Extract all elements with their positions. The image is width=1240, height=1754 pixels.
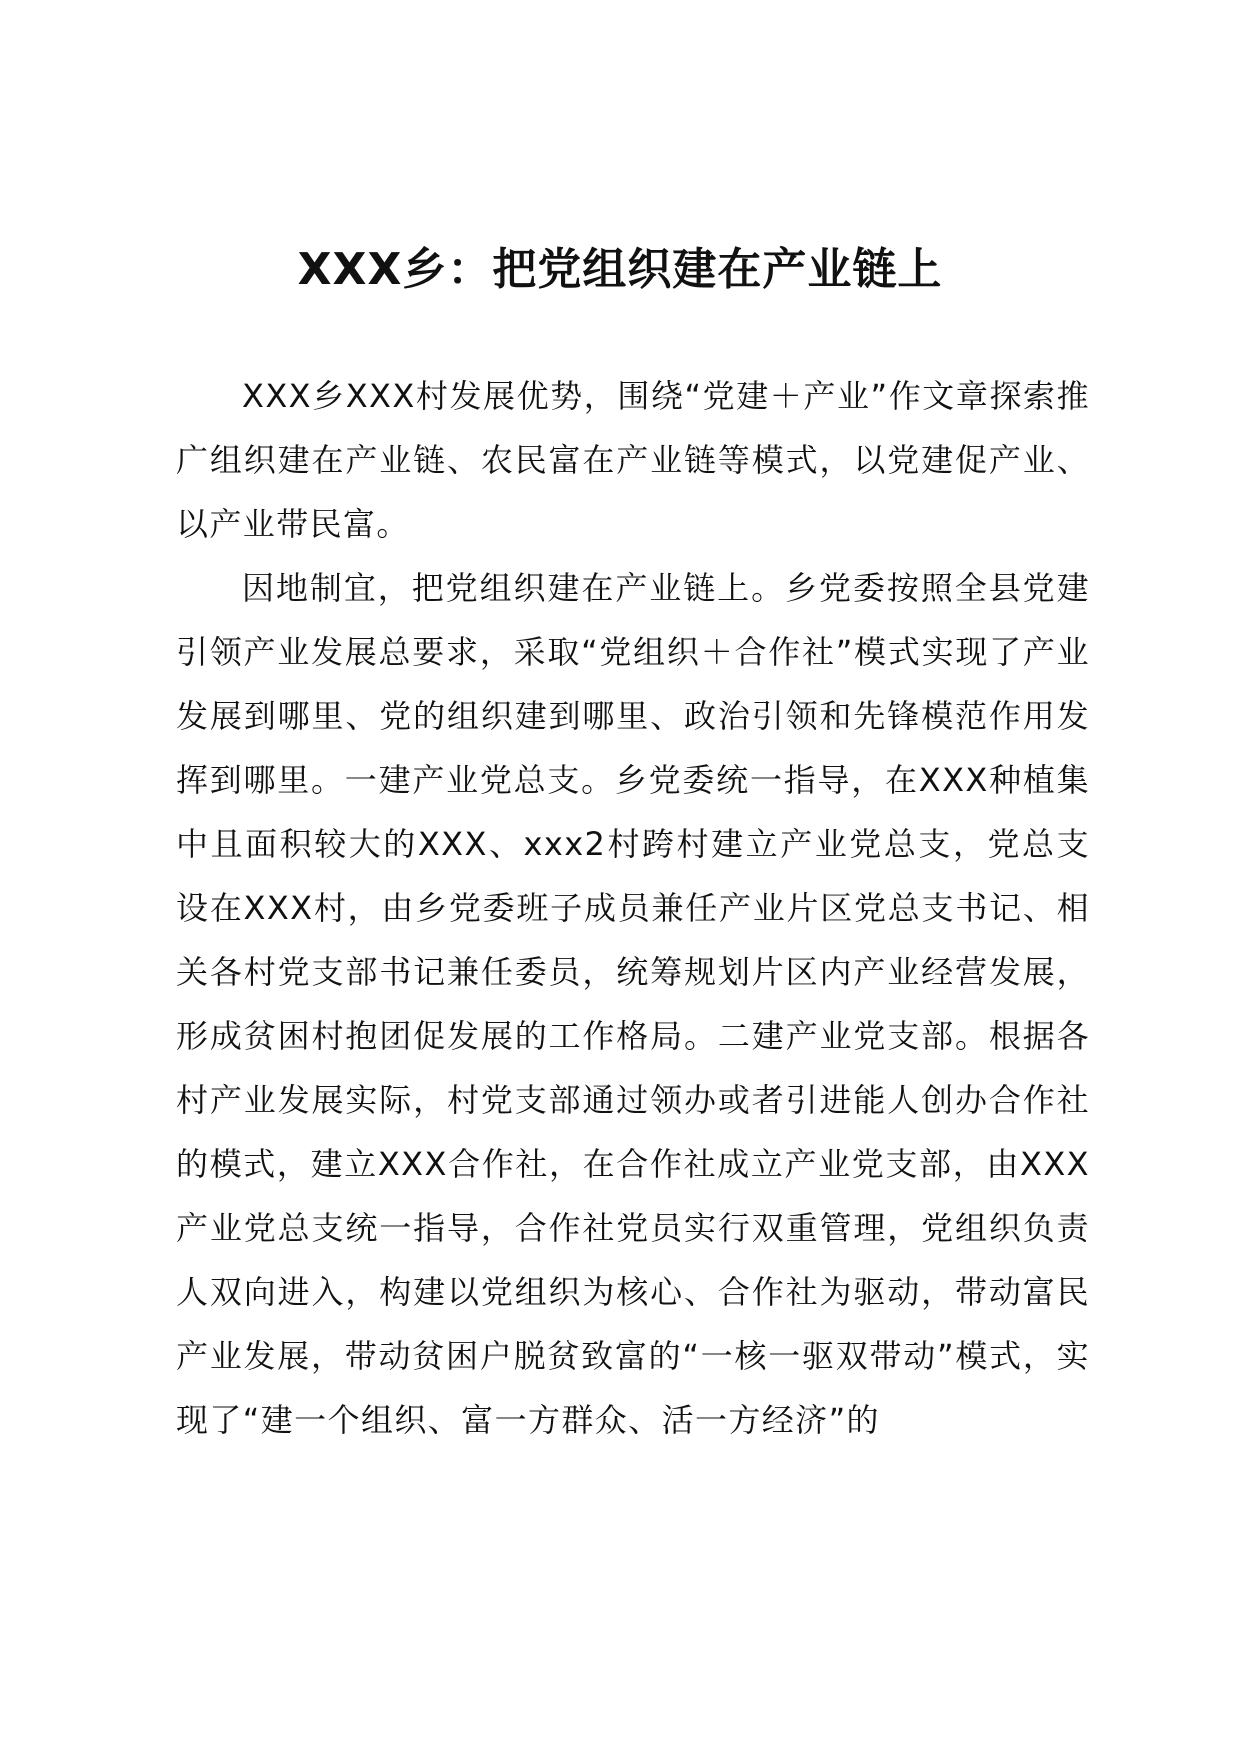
- document-body: [176, 364, 1090, 1452]
- paragraph-intro: XXX乡XXX村发展优势，围绕“党建＋产业”作文章探索推广组织建在产业链、农民富在产业链等模式，以党建促产业、以产业带民富。: [176, 377, 1090, 543]
- paragraph-main: 因地制宜，把党组织建在产业链上。乡党委按照全县党建引领产业发展总要求，采取“党组织＋合作社”模式实现了产业发展到哪里、党的组织建到哪里、政治引领和先锋模范作用发挥到哪里。一建产业党总支。乡党委统一指导，在XXX种植集中且面积较大的XXX、xxx2村跨村建立产业党总支，党总支设在XXX村，由乡党委班子成员兼任产业片区党总支书记、相关各村党支部书记兼任委员，统筹规划片区内产业经营发展，形成贫困村抱团促发展的工作格局。二建产业党支部。根据各村产业发展实际，村党支部通过领办或者引进能人创办合作社的模式，建立XXX合作社，在合作社成立产业党支部，由XXX产业党总支统一指导，合作社党员实行双重管理，党组织负责人双向进入，构建以党组织为核心、合作社为驱动，带动富民产业发展，带动贫困户脱贫致富的“一核一驱双带动”模式，实现了“建一个组织、富一方群众、活一方经济”的: [176, 569, 1090, 1439]
- document-title: XXX乡：把党组织建在产业链上: [297, 244, 943, 295]
